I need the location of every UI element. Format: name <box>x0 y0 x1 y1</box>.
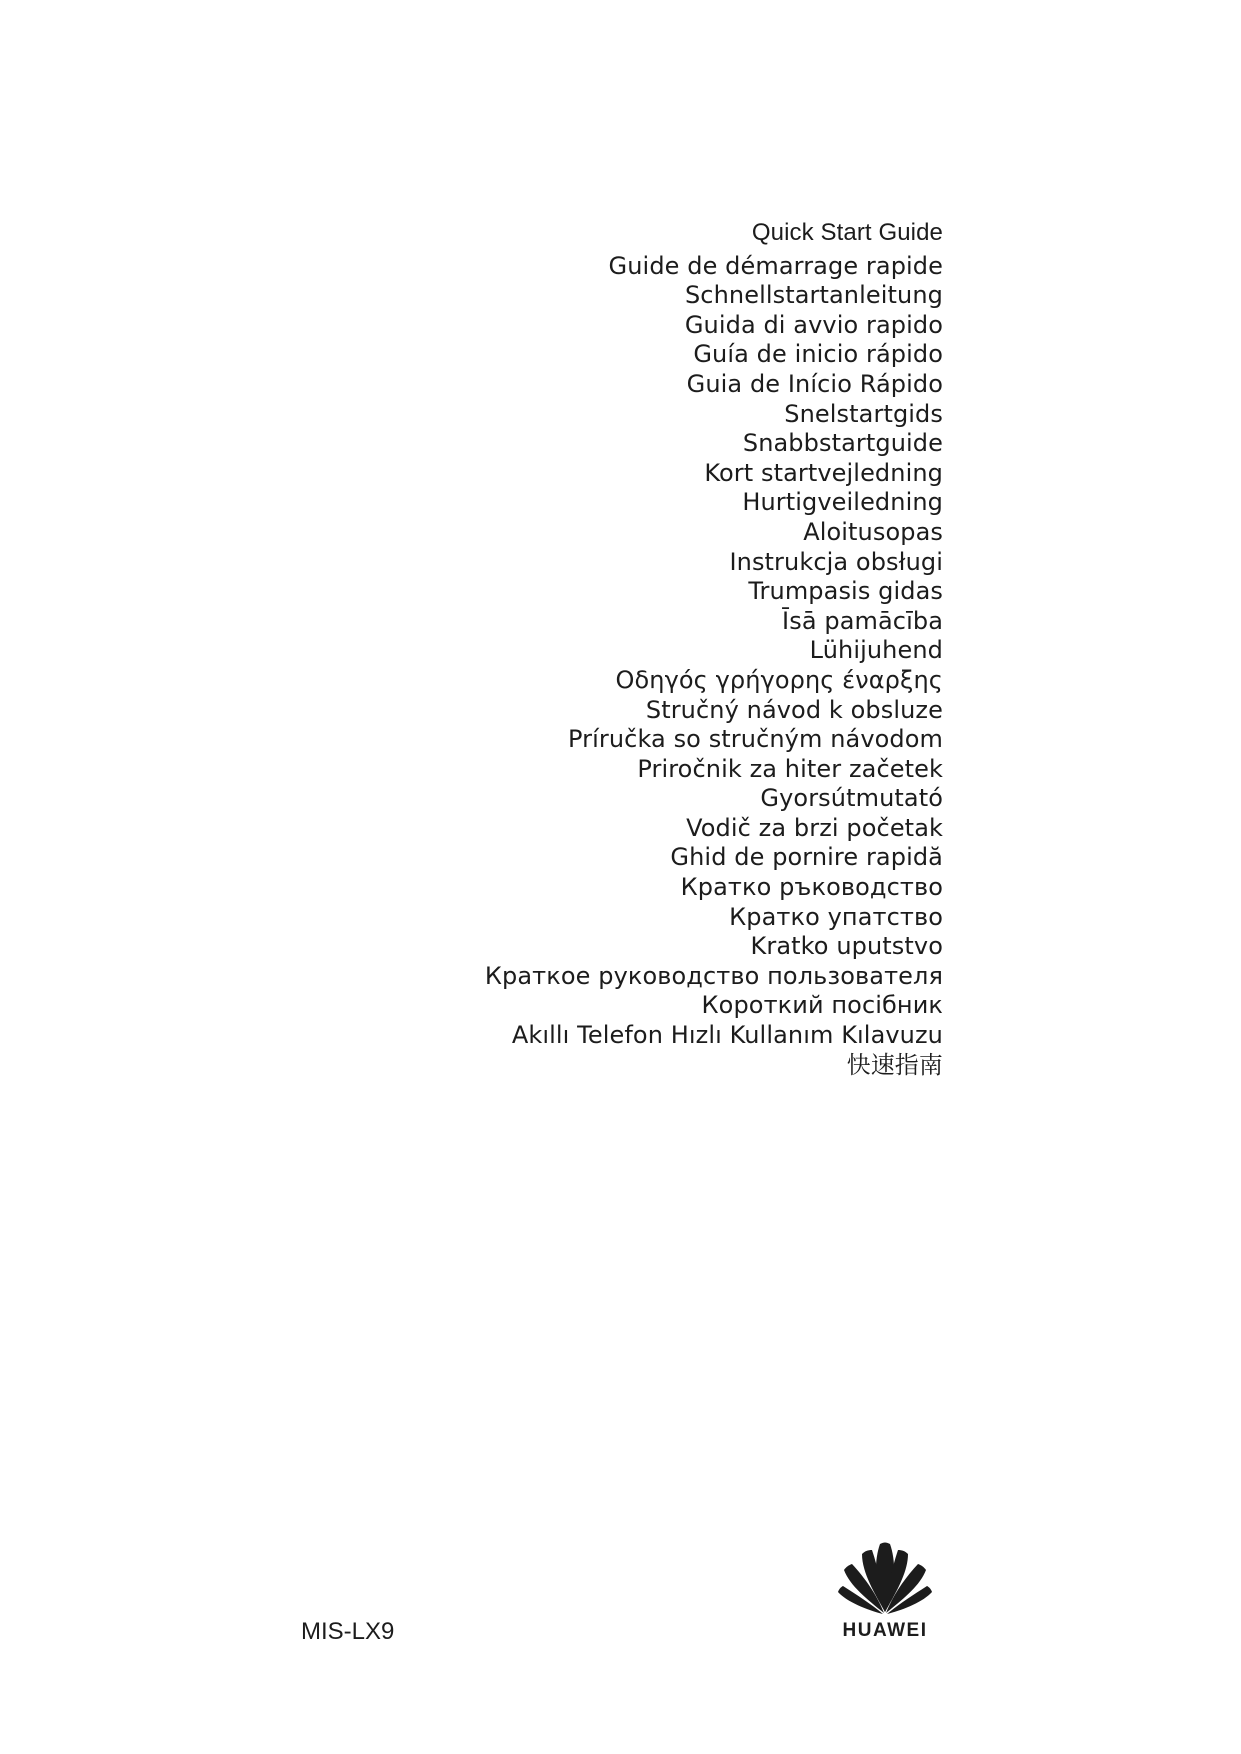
guide-title-uk: Короткий посібник <box>701 991 943 1020</box>
guide-title-list <box>485 218 943 1080</box>
guide-title-tr: Akıllı Telefon Hızlı Kullanım Kılavuzu <box>511 1021 943 1050</box>
guide-title-pt: Guia de Início Rápido <box>686 369 943 398</box>
model-number: MIS-LX9 <box>301 1618 395 1645</box>
guide-title-ro: Ghid de pornire rapidă <box>670 843 943 872</box>
guide-title-hr: Vodič za brzi početak <box>686 813 943 842</box>
guide-title-fi: Aloitusopas <box>803 517 943 546</box>
guide-title-sv: Snabbstartguide <box>742 429 943 458</box>
guide-title-da: Kort startvejledning <box>704 458 943 487</box>
guide-title-et: Lühijuhend <box>809 636 943 665</box>
guide-title-zh: 快速指南 <box>846 1050 943 1079</box>
guide-title-hu: Gyorsútmutató <box>760 784 943 813</box>
guide-title-no: Hurtigveiledning <box>742 488 943 517</box>
guide-title-ru: Краткое руководство пользователя <box>484 961 943 990</box>
guide-title-pl: Instrukcja obsługi <box>729 547 943 576</box>
guide-title-bg: Кратко ръководство <box>680 873 943 902</box>
guide-title-lv: Īsā pamācība <box>782 606 943 635</box>
guide-title-lt: Trumpasis gidas <box>748 577 943 606</box>
guide-title-nl: Snelstartgids <box>784 399 943 428</box>
guide-title-sk: Príručka so stručným návodom <box>568 725 943 754</box>
guide-title-mk: Кратко упатство <box>729 902 943 931</box>
guide-title-cs: Stručný návod k obsluze <box>645 695 943 724</box>
brand-logo <box>829 1540 941 1642</box>
guide-title-sl: Priročnik za hiter začetek <box>637 754 943 783</box>
brand-wordmark: HUAWEI <box>842 1620 928 1641</box>
guide-title-sr: Kratko uputstvo <box>750 932 943 961</box>
guide-title-el: Οδηγός γρήγορης έναρξης <box>615 665 943 694</box>
guide-title-en: Quick Start Guide <box>751 219 943 246</box>
huawei-flower-logo-icon <box>835 1540 935 1616</box>
guide-title-es: Guía de inicio rápido <box>693 340 943 369</box>
guide-title-it: Guida di avvio rapido <box>684 310 943 339</box>
guide-title-fr: Guide de démarrage rapide <box>608 251 943 280</box>
guide-title-de: Schnellstartanleitung <box>684 281 943 310</box>
